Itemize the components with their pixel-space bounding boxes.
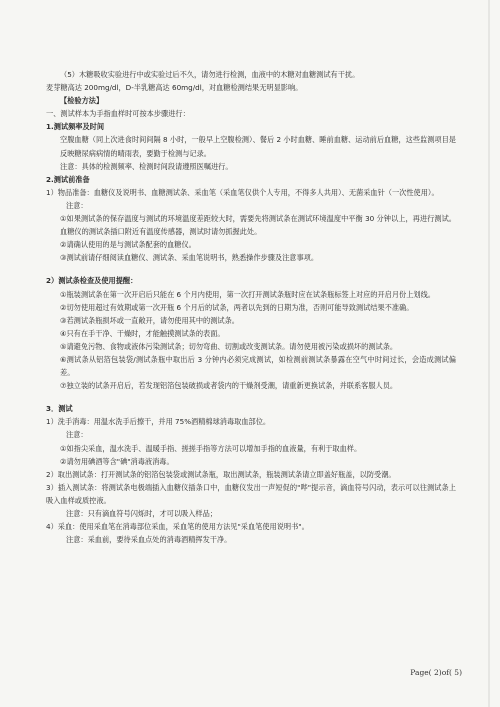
- paragraph: 1）洗手消毒：用温水洗手后擦干，并用 75%酒精棉球消毒取血部位。: [46, 417, 271, 427]
- list-item: ⑤请避免污物、食物或液体污染测试条；切勿弯曲、切割或改变测试条。请勿使用被污染或损坏的测试条。: [60, 341, 398, 351]
- note: 注意：具体的检测频率、检测时间段请遵照医嘱进行。: [60, 161, 233, 171]
- note-label: 注意：: [66, 430, 88, 440]
- note-item: ②请勿用碘酒等含"碘"消毒液消毒。: [60, 456, 174, 466]
- list-item: ④只有在手干净、干燥时，才能触摸测试条的表面。: [60, 328, 225, 338]
- section-heading: 【检验方法】: [60, 96, 104, 106]
- paragraph: 麦芽糖高达 200mg/dl，D-半乳糖高达 60mg/dl，对血糖检测结果无明显影响。: [46, 83, 303, 93]
- note-label: 注意：: [66, 200, 88, 210]
- paragraph: 2）取出测试条：打开测试条的铝箔包装袋或测试条瓶，取出测试条，瓶装测试条请立即盖好瓶盖，以防受潮。: [46, 469, 396, 479]
- document-body: [46, 68, 456, 546]
- note: 注意：只有滴血符号闪烁时，才可以吸入样品；: [66, 509, 217, 518]
- list-item: ②切勿使用超过有效期或第一次开瓶 6 个月后的试条，两者以先到的日期为准，否则可能导致测试结果不准确。: [60, 302, 414, 312]
- note-item: ②请确认使用的是与测试条配套的血糖仪。: [60, 240, 196, 250]
- paragraph: （5）木糖吸收实验进行中或实验过后不久，请勿进行检测，血液中的木糖对血糖测试有干扰。: [60, 70, 360, 79]
- page-number: Page( 2)of( 5): [410, 668, 462, 677]
- paragraph: 1）物品准备：血糖仪及说明书、血糖测试条、采血笔（采血笔仅供个人专用，不得多人共用）、无菌采血针（一次性使用）。: [46, 187, 439, 197]
- sub-heading: 2）测试条检查及使用提醒：: [46, 276, 138, 286]
- page-edge: [488, 0, 490, 707]
- sub-heading: 3．测试: [46, 404, 73, 414]
- note-item: ③测试前请仔细阅读血糖仪、测试条、采血笔说明书，熟悉操作步骤及注意事项。: [60, 253, 319, 263]
- note: 注意：采血前，要待采血点处的消毒酒精挥发干净。: [66, 535, 232, 545]
- paragraph: 4）采血：使用采血笔在消毒部位采血，采血笔的使用方法见"采血笔使用说明书"。: [46, 522, 309, 532]
- note-item: ①如果测试条的保存温度与测试的环境温度差距较大时，需要先将测试条在测试环境温度中平衡 30 分钟以上，再进行测试。血糖仪的测试条插口附近有温度传感器，测试时请勿抓握此处。: [60, 214, 456, 237]
- sub-heading: 2.测试前准备: [46, 174, 90, 184]
- list-item: ①瓶装测试条在第一次开启后只能在 6 个月内使用，第一次打开测试条瓶时应在试条瓶标签上对应的开启月份上划线。: [60, 289, 435, 299]
- paragraph: 3）插入测试条：将测试条电极端插入血糖仪插条口中，血糖仪发出一声短促的"哔"提示音，滴血符号闪动，表示可以往测试条上吸入血样或质控液。: [46, 482, 456, 505]
- paragraph: 一、测试样本为手指血样时可按本步骤进行：: [46, 109, 190, 119]
- list-item: ⑦独立装的试条开启后，若发现铝箔包装破损或者袋内的干燥剂受潮，请重新更换试条，并联系客服人员。: [60, 381, 398, 391]
- sub-heading: 1.测试频率及时间: [46, 122, 105, 132]
- paragraph: 空腹血糖（同上次进食时间间隔 8 小时，一般早上空腹检测）、餐后 2 小时血糖、睡前血糖、运动前后血糖，这些监测项目是反映糖尿病病情的晴雨表，要勤于检测与记录。: [60, 135, 456, 158]
- list-item: ⑥测试条从铝箔包装袋/测试条瓶中取出后 3 分钟内必须完成测试，如检测前测试条暴露在空气中时间过长，会造成测试偏差。: [60, 354, 456, 378]
- list-item: ③若测试条瓶损坏或一直敞开，请勿使用其中的测试条。: [60, 315, 239, 325]
- note-item: ①如指尖采血，温水洗手、温暖手指、搓搓手指等方法可以增加手指的血液量，有利于取血样。: [60, 443, 362, 453]
